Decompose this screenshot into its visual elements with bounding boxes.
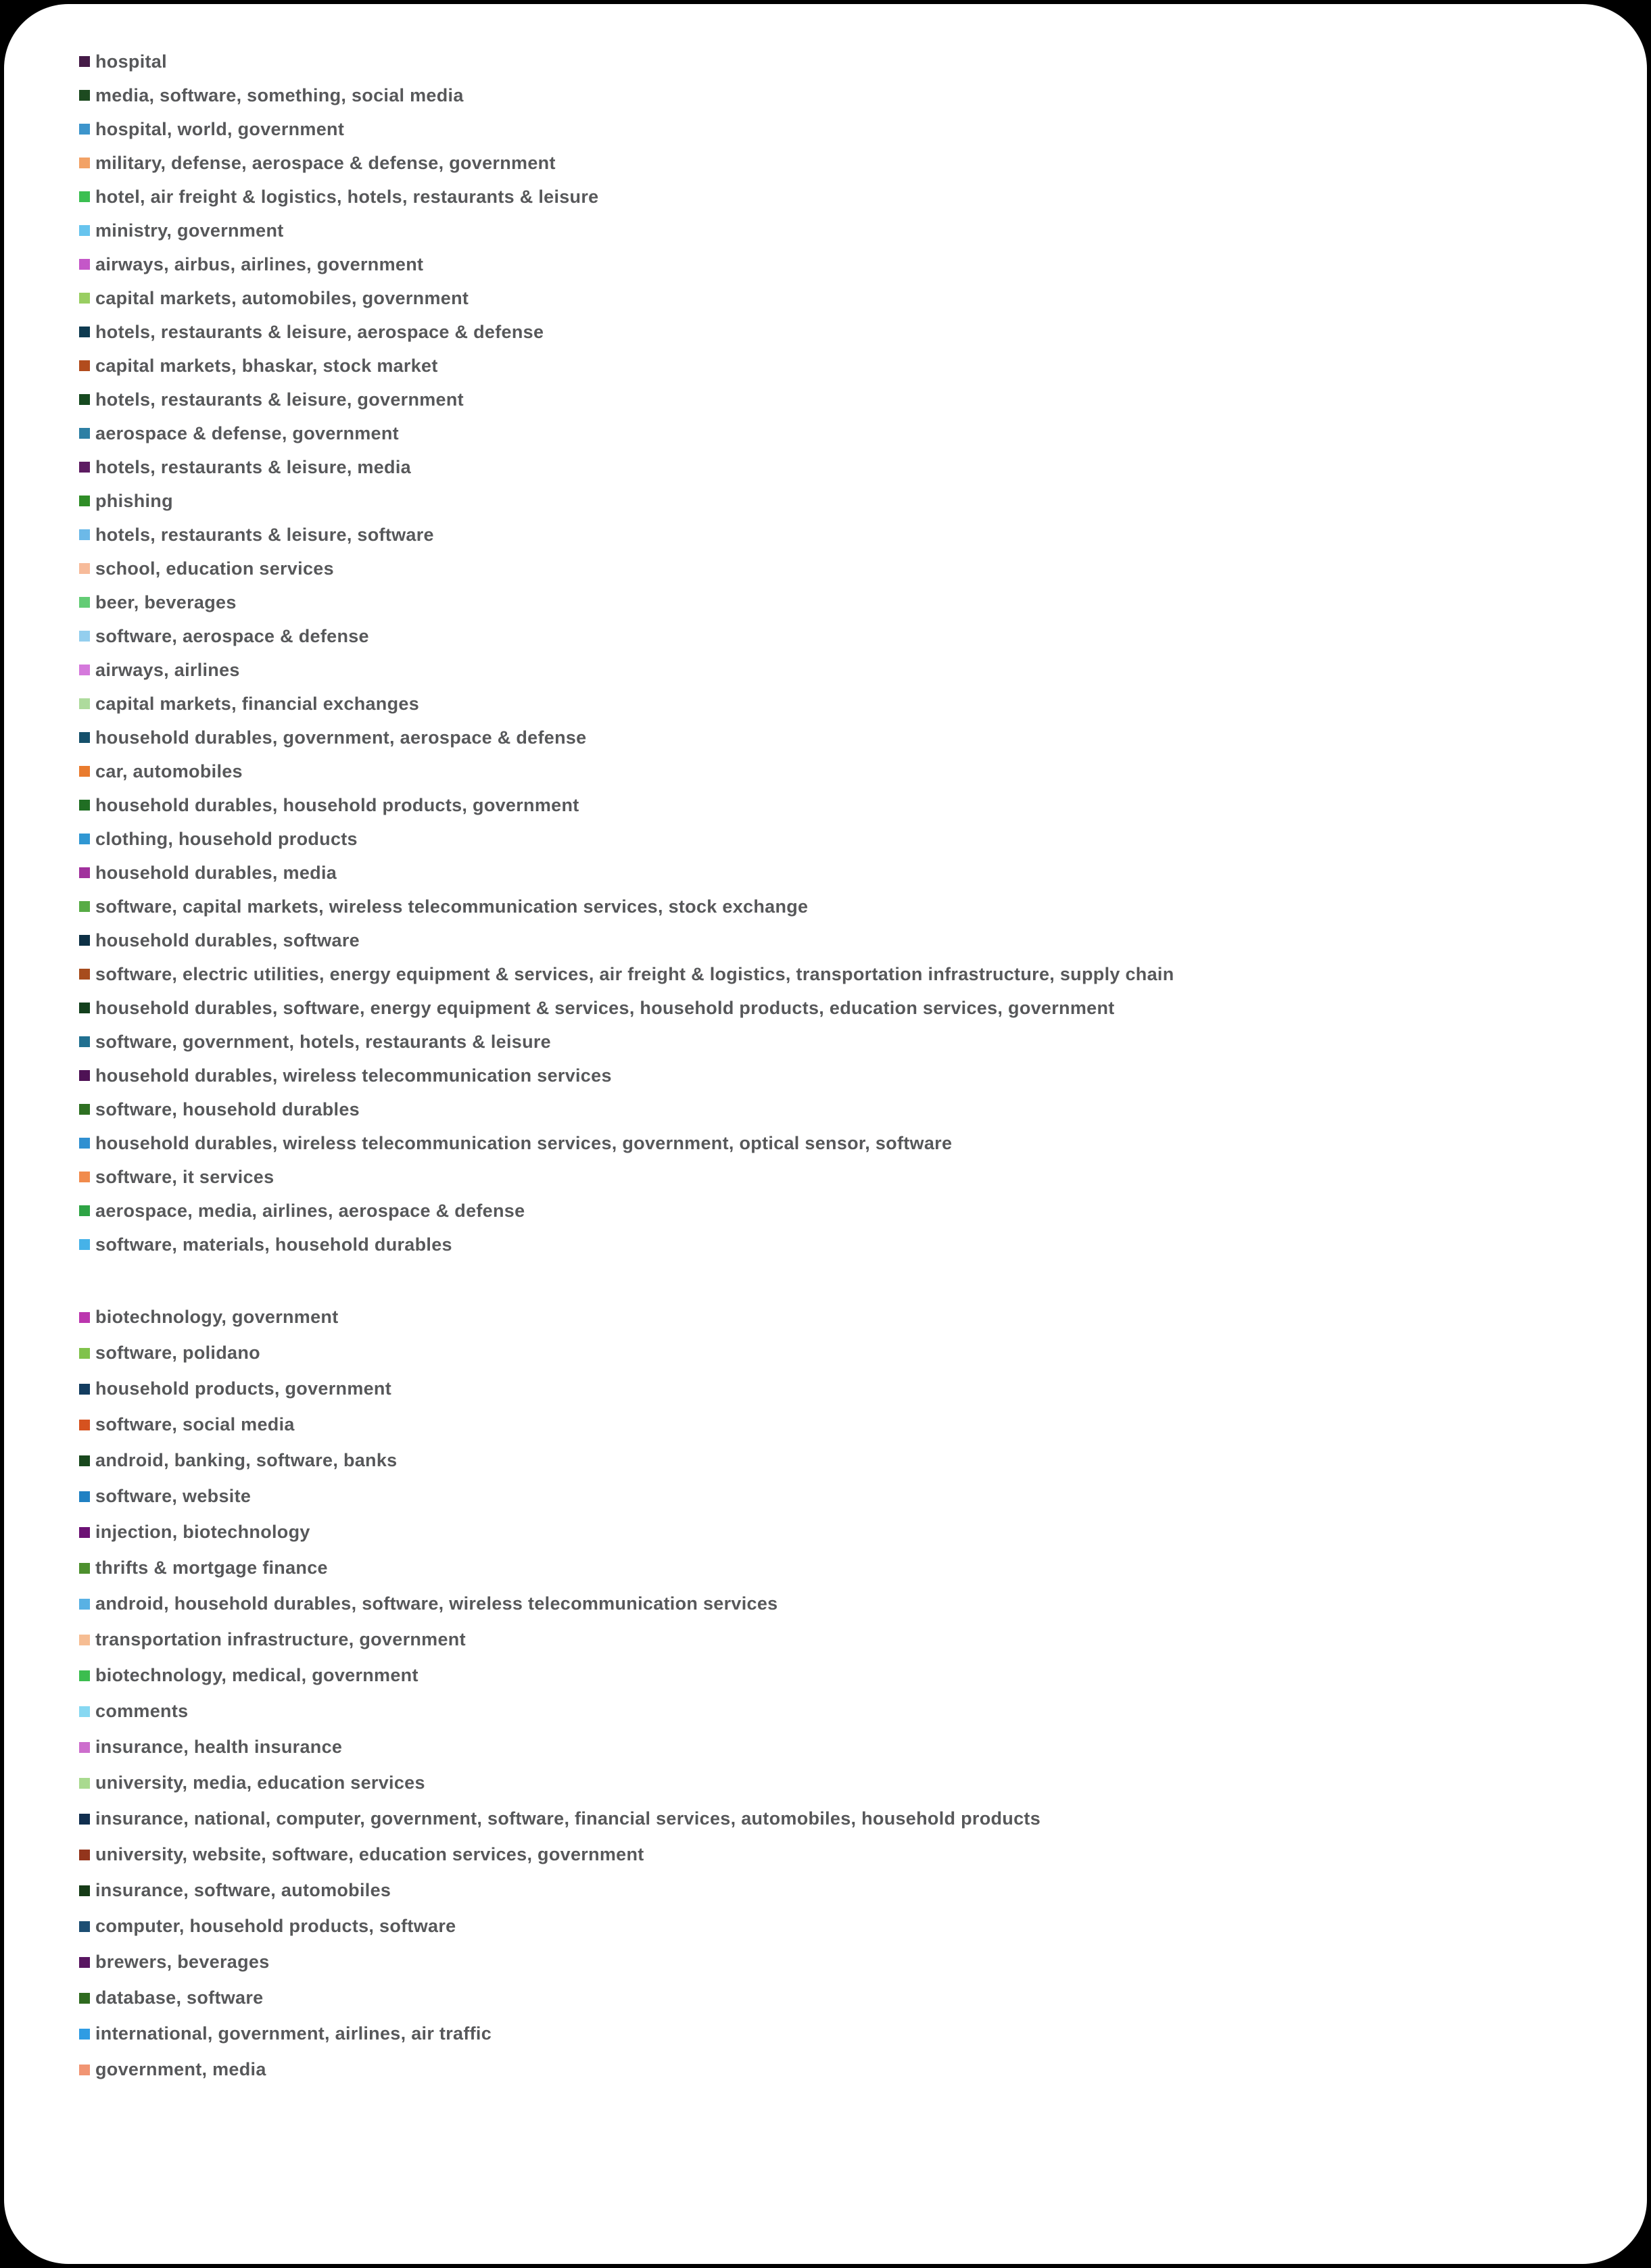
- legend-item-label: media, software, something, social media: [95, 85, 464, 105]
- legend-color-swatch: [79, 766, 90, 777]
- legend-item: [79, 1478, 1040, 1514]
- legend-item: [79, 1693, 1040, 1729]
- legend-color-swatch: [79, 56, 90, 67]
- legend-item-label: capital markets, bhaskar, stock market: [95, 355, 438, 376]
- legend-color-swatch: [79, 1239, 90, 1250]
- legend-item: [79, 1765, 1040, 1801]
- legend-item: [79, 2016, 1040, 2052]
- legend-item: [79, 146, 1174, 180]
- legend-item: [79, 1729, 1040, 1765]
- legend-item: [79, 450, 1174, 484]
- legend-item: [79, 112, 1174, 146]
- legend-color-swatch: [79, 901, 90, 912]
- legend-item: [79, 1586, 1040, 1622]
- legend-color-swatch: [79, 969, 90, 980]
- legend-color-swatch: [79, 732, 90, 743]
- legend-item: [79, 349, 1174, 383]
- legend-item-label: android, banking, software, banks: [95, 1450, 398, 1470]
- legend-item-label: phishing: [95, 490, 173, 511]
- legend-color-swatch: [79, 293, 90, 304]
- legend-item-label: hospital: [95, 51, 167, 72]
- legend-item-label: hotel, air freight & logistics, hotels, restaurants & leisure: [95, 186, 599, 207]
- legend-item: [79, 653, 1174, 687]
- legend-item: [79, 416, 1174, 450]
- legend-color-swatch: [79, 259, 90, 270]
- legend-color-swatch: [79, 191, 90, 202]
- legend-item-label: software, social media: [95, 1414, 295, 1434]
- legend-item-label: university, website, software, education services, government: [95, 1844, 644, 1864]
- legend-item-label: capital markets, financial exchanges: [95, 693, 420, 714]
- legend-item-label: beer, beverages: [95, 592, 237, 612]
- legend-item-label: software, materials, household durables: [95, 1234, 452, 1255]
- legend-color-swatch: [79, 1205, 90, 1216]
- legend-item: [79, 1194, 1174, 1228]
- legend-color-swatch: [79, 90, 90, 101]
- legend-item-label: household durables, software, energy equipment & services, household products, education services, government: [95, 997, 1115, 1018]
- legend-item-label: household durables, wireless telecommunication services: [95, 1065, 612, 1086]
- legend-item-label: software, aerospace & defense: [95, 625, 369, 646]
- legend-item: [79, 1025, 1174, 1059]
- legend-item: [79, 1514, 1040, 1550]
- legend-item: [79, 315, 1174, 349]
- legend-item-label: software, household durables: [95, 1099, 360, 1119]
- legend-color-swatch: [79, 1384, 90, 1395]
- legend-color-swatch: [79, 1742, 90, 1753]
- legend-item-label: household durables, software: [95, 930, 360, 950]
- legend-item-label: transportation infrastructure, government: [95, 1629, 466, 1649]
- legend-item: [79, 1443, 1040, 1478]
- legend-item: [79, 619, 1174, 653]
- legend-color-swatch: [79, 597, 90, 608]
- legend-color-swatch: [79, 158, 90, 168]
- legend-item-label: school, education services: [95, 558, 334, 579]
- legend-item-label: software, polidano: [95, 1343, 260, 1363]
- legend-color-swatch: [79, 1172, 90, 1182]
- legend-item: [79, 1160, 1174, 1194]
- legend-color-swatch: [79, 1778, 90, 1789]
- legend-item: [79, 1622, 1040, 1658]
- legend-item: [79, 687, 1174, 721]
- legend-item-label: software, it services: [95, 1166, 274, 1187]
- legend-item: [79, 214, 1174, 247]
- legend-color-swatch: [79, 665, 90, 675]
- legend-item: [79, 383, 1174, 416]
- legend-item-label: household durables, media: [95, 862, 337, 883]
- legend-item: [79, 822, 1174, 856]
- legend-item: [79, 281, 1174, 315]
- legend-item-label: hotels, restaurants & leisure, media: [95, 456, 411, 477]
- legend-item: [79, 552, 1174, 585]
- legend-color-swatch: [79, 1104, 90, 1115]
- legend-item-label: insurance, health insurance: [95, 1737, 343, 1757]
- legend-item-label: thrifts & mortgage finance: [95, 1558, 328, 1578]
- legend-color-swatch: [79, 394, 90, 405]
- legend-item-label: household durables, government, aerospace & defense: [95, 727, 587, 748]
- legend-item-label: airways, airbus, airlines, government: [95, 254, 424, 274]
- legend-item-label: biotechnology, medical, government: [95, 1665, 418, 1685]
- legend-item-label: biotechnology, government: [95, 1307, 339, 1327]
- content-panel: [4, 4, 1647, 2264]
- legend-item-label: computer, household products, software: [95, 1916, 456, 1936]
- legend-item-label: software, government, hotels, restaurants & leisure: [95, 1031, 551, 1052]
- legend-item-label: household durables, household products, government: [95, 794, 579, 815]
- legend-color-swatch: [79, 1993, 90, 2004]
- legend-item: [79, 1371, 1040, 1407]
- legend-item: [79, 1801, 1040, 1837]
- legend-item: [79, 957, 1174, 991]
- legend-item-label: hotels, restaurants & leisure, software: [95, 524, 434, 545]
- legend-item: [79, 1228, 1174, 1261]
- legend-color-swatch: [79, 1563, 90, 1574]
- legend-item: [79, 247, 1174, 281]
- legend-item: [79, 1873, 1040, 1908]
- legend-item-label: aerospace & defense, government: [95, 423, 399, 443]
- legend-color-swatch: [79, 698, 90, 709]
- legend-item-label: hotels, restaurants & leisure, government: [95, 389, 464, 410]
- legend-color-swatch: [79, 1957, 90, 1968]
- legend-color-swatch: [79, 1599, 90, 1610]
- legend-item: [79, 1126, 1174, 1160]
- legend-item-label: car, automobiles: [95, 761, 243, 781]
- legend-item-label: government, media: [95, 2059, 266, 2079]
- legend-item: [79, 78, 1174, 112]
- legend-item-label: ministry, government: [95, 220, 284, 241]
- legend-color-swatch: [79, 1312, 90, 1323]
- legend-item: [79, 45, 1174, 78]
- legend-item: [79, 991, 1174, 1025]
- legend-color-swatch: [79, 800, 90, 811]
- legend-item: [79, 1550, 1040, 1586]
- legend-color-swatch: [79, 327, 90, 337]
- legend-color-swatch: [79, 867, 90, 878]
- legend-item: [79, 2052, 1040, 2088]
- legend-color-swatch: [79, 1670, 90, 1681]
- legend-color-swatch: [79, 360, 90, 371]
- legend-item-label: airways, airlines: [95, 659, 240, 680]
- legend-item-label: hotels, restaurants & leisure, aerospace & defense: [95, 321, 544, 342]
- legend-color-swatch: [79, 1491, 90, 1502]
- legend-color-swatch: [79, 2065, 90, 2075]
- legend-color-swatch: [79, 631, 90, 642]
- legend-item-label: clothing, household products: [95, 828, 358, 849]
- legend-color-swatch: [79, 428, 90, 439]
- legend-color-swatch: [79, 124, 90, 135]
- legend-item: [79, 585, 1174, 619]
- legend-color-swatch: [79, 563, 90, 574]
- legend-item: [79, 518, 1174, 552]
- legend-item: [79, 788, 1174, 822]
- legend-item-label: university, media, education services: [95, 1772, 425, 1793]
- legend-color-swatch: [79, 529, 90, 540]
- legend-color-swatch: [79, 1420, 90, 1430]
- legend-group-1: [79, 45, 1174, 1261]
- legend-item: [79, 1980, 1040, 2016]
- legend-color-swatch: [79, 2029, 90, 2040]
- legend-color-swatch: [79, 1921, 90, 1932]
- legend-item: [79, 1658, 1040, 1693]
- legend-color-swatch: [79, 225, 90, 236]
- legend-group-2: [79, 1299, 1040, 2088]
- legend-item: [79, 856, 1174, 890]
- legend-item-label: insurance, software, automobiles: [95, 1880, 391, 1900]
- legend-item-label: injection, biotechnology: [95, 1522, 310, 1542]
- legend-item: [79, 1092, 1174, 1126]
- legend-item: [79, 721, 1174, 754]
- legend-item-label: android, household durables, software, wireless telecommunication services: [95, 1593, 778, 1614]
- legend-color-swatch: [79, 834, 90, 844]
- legend-item: [79, 1059, 1174, 1092]
- legend-color-swatch: [79, 1527, 90, 1538]
- legend-color-swatch: [79, 1070, 90, 1081]
- legend-item: [79, 180, 1174, 214]
- legend-color-swatch: [79, 1635, 90, 1645]
- legend-color-swatch: [79, 1814, 90, 1825]
- legend-item: [79, 923, 1174, 957]
- legend-item-label: hospital, world, government: [95, 118, 345, 139]
- legend-item-label: household products, government: [95, 1378, 392, 1399]
- legend-item-label: international, government, airlines, air traffic: [95, 2023, 492, 2044]
- legend-color-swatch: [79, 1455, 90, 1466]
- legend-item-label: insurance, national, computer, government, software, financial services, automobiles, household products: [95, 1808, 1041, 1829]
- legend-item-label: military, defense, aerospace & defense, government: [95, 152, 556, 173]
- legend-item: [79, 1299, 1040, 1335]
- legend-item-label: capital markets, automobiles, government: [95, 287, 469, 308]
- legend-color-swatch: [79, 1885, 90, 1896]
- legend-color-swatch: [79, 1706, 90, 1717]
- legend-color-swatch: [79, 1036, 90, 1047]
- legend-item: [79, 890, 1174, 923]
- legend-color-swatch: [79, 1850, 90, 1860]
- legend-item: [79, 1837, 1040, 1873]
- legend-color-swatch: [79, 462, 90, 473]
- legend-item: [79, 1407, 1040, 1443]
- legend-item: [79, 1335, 1040, 1371]
- legend-color-swatch: [79, 1348, 90, 1359]
- legend-item: [79, 1944, 1040, 1980]
- legend-item-label: software, electric utilities, energy equipment & services, air freight & logistics, transportation infrastructure, supply chain: [95, 963, 1174, 984]
- legend-item-label: aerospace, media, airlines, aerospace & defense: [95, 1200, 525, 1221]
- legend-item: [79, 754, 1174, 788]
- legend-color-swatch: [79, 1003, 90, 1013]
- legend-item-label: comments: [95, 1701, 189, 1721]
- legend-color-swatch: [79, 1138, 90, 1149]
- legend-color-swatch: [79, 496, 90, 506]
- legend-item-label: database, software: [95, 1987, 264, 2008]
- legend-item-label: household durables, wireless telecommunication services, government, optical sensor, software: [95, 1132, 953, 1153]
- legend-color-swatch: [79, 935, 90, 946]
- legend-item-label: software, website: [95, 1486, 252, 1506]
- legend-item: [79, 1908, 1040, 1944]
- legend-item: [79, 484, 1174, 518]
- legend-item-label: brewers, beverages: [95, 1952, 270, 1972]
- legend-item-label: software, capital markets, wireless telecommunication services, stock exchange: [95, 896, 809, 917]
